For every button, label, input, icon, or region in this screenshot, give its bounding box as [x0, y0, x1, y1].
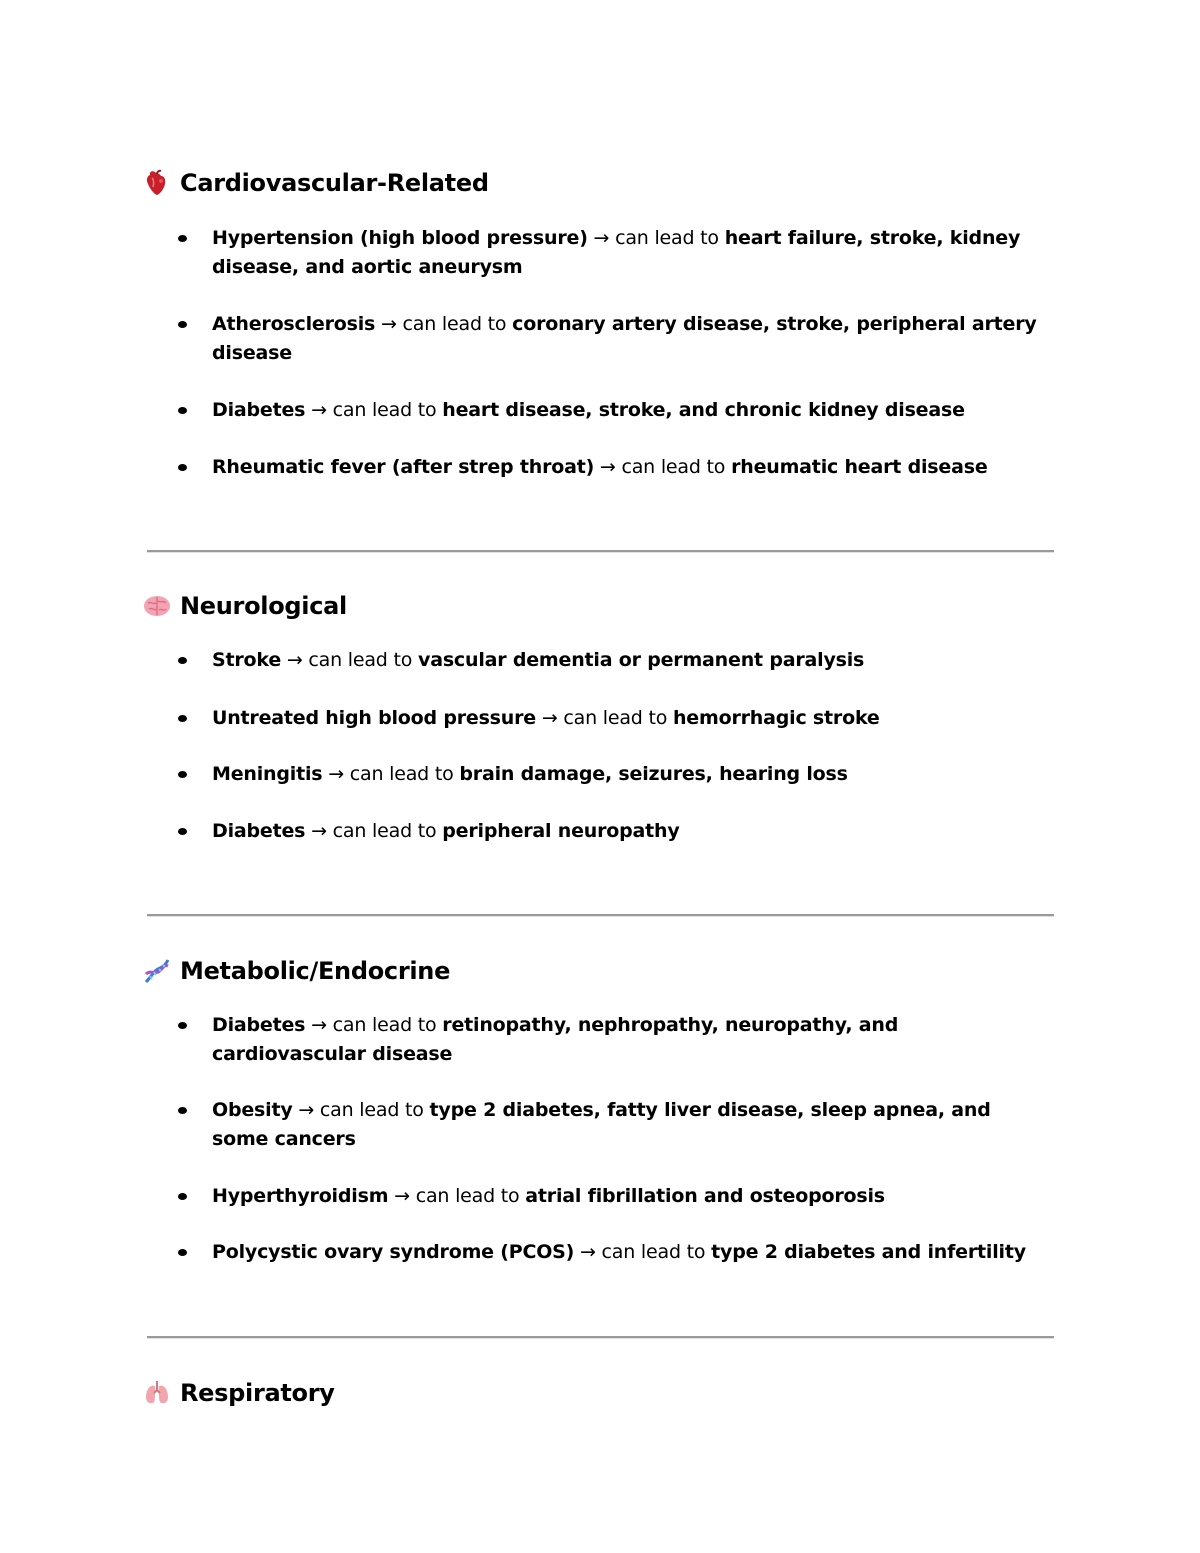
link-text: → can lead to [574, 1241, 712, 1263]
link-text: → can lead to [305, 820, 443, 842]
bullet-icon [178, 771, 187, 778]
section-cardiovascular [142, 167, 1054, 478]
link-text: → can lead to [305, 1014, 443, 1036]
list-item [212, 224, 1052, 282]
cause-text: Diabetes [212, 1014, 306, 1036]
cause-text: Stroke [212, 649, 282, 671]
bullet-icon [178, 1249, 187, 1256]
list-item [212, 1238, 1052, 1267]
section-heading [142, 1377, 1054, 1409]
bullet-icon [178, 828, 187, 835]
section-title: Neurological [180, 592, 347, 620]
link-text: → can lead to [305, 399, 443, 421]
list-item [212, 646, 1052, 675]
effect-text: hemorrhagic stroke [672, 707, 880, 729]
list-item [212, 704, 1052, 733]
effect-text: brain damage, seizures, hearing loss [459, 763, 848, 785]
effect-text: coronary artery disease, stroke, peripheral artery disease [212, 313, 1037, 364]
cause-text: Untreated high blood pressure [212, 707, 536, 729]
bullet-icon [178, 235, 187, 242]
list-item [212, 1096, 1052, 1154]
cause-text: Meningitis [212, 763, 323, 785]
list-item [212, 310, 1052, 368]
bullet-icon [178, 1193, 187, 1200]
cause-text: Diabetes [212, 399, 306, 421]
effect-text: type 2 diabetes, fatty liver disease, sleep apnea, and some cancers [212, 1099, 991, 1150]
bullet-icon [178, 657, 187, 664]
bullet-icon [178, 715, 187, 722]
section-heading [142, 955, 1054, 987]
effect-text: atrial fibrillation and osteoporosis [525, 1185, 885, 1207]
link-text: → can lead to [375, 313, 513, 335]
list-item [212, 1011, 1052, 1069]
list-item [212, 396, 1052, 425]
cause-text: Rheumatic fever (after strep throat) [212, 456, 595, 478]
effect-text: rheumatic heart disease [731, 456, 988, 478]
bullet-icon [178, 1022, 187, 1029]
link-text: → can lead to [292, 1099, 430, 1121]
anatomical-heart-icon [142, 168, 172, 198]
link-text: → can lead to [281, 649, 419, 671]
section-heading [142, 590, 1054, 622]
list-item [212, 817, 1052, 846]
list-item [212, 453, 1052, 482]
section-heading [142, 167, 1054, 199]
bullet-icon [178, 321, 187, 328]
section-respiratory [142, 1377, 1054, 1409]
link-text: → can lead to [594, 456, 732, 478]
section-title: Metabolic/Endocrine [180, 957, 451, 985]
lungs-icon [142, 1378, 172, 1408]
effect-text: vascular dementia or permanent paralysis [418, 649, 865, 671]
effect-text: heart disease, stroke, and chronic kidney disease [442, 399, 965, 421]
bullet-icon [178, 1107, 187, 1114]
cause-text: Polycystic ovary syndrome (PCOS) [212, 1241, 575, 1263]
cause-text: Diabetes [212, 820, 306, 842]
list-item [212, 760, 1052, 789]
cause-text: Obesity [212, 1099, 293, 1121]
horizontal-divider [147, 550, 1054, 553]
horizontal-divider [147, 1336, 1054, 1339]
section-title: Cardiovascular-Related [180, 169, 489, 197]
section-title: Respiratory [180, 1379, 335, 1407]
cause-text: Atherosclerosis [212, 313, 376, 335]
link-text: → can lead to [535, 707, 673, 729]
link-text: → can lead to [388, 1185, 526, 1207]
list-item [212, 1182, 1052, 1211]
dna-icon [142, 956, 172, 986]
section-metabolic-endocrine [142, 955, 1054, 1263]
horizontal-divider [147, 914, 1054, 917]
cause-text: Hypertension (high blood pressure) [212, 227, 588, 249]
effect-text: heart failure, stroke, kidney disease, and aortic aneurysm [212, 227, 1021, 278]
bullet-icon [178, 464, 187, 471]
effect-text: retinopathy, nephropathy, neuropathy, and cardiovascular disease [212, 1014, 899, 1065]
effect-text: peripheral neuropathy [442, 820, 680, 842]
brain-icon [142, 591, 172, 621]
link-text: → can lead to [322, 763, 460, 785]
effect-text: type 2 diabetes and infertility [711, 1241, 1026, 1263]
bullet-icon [178, 407, 187, 414]
link-text: → can lead to [587, 227, 725, 249]
section-neurological [142, 590, 1054, 842]
cause-text: Hyperthyroidism [212, 1185, 389, 1207]
